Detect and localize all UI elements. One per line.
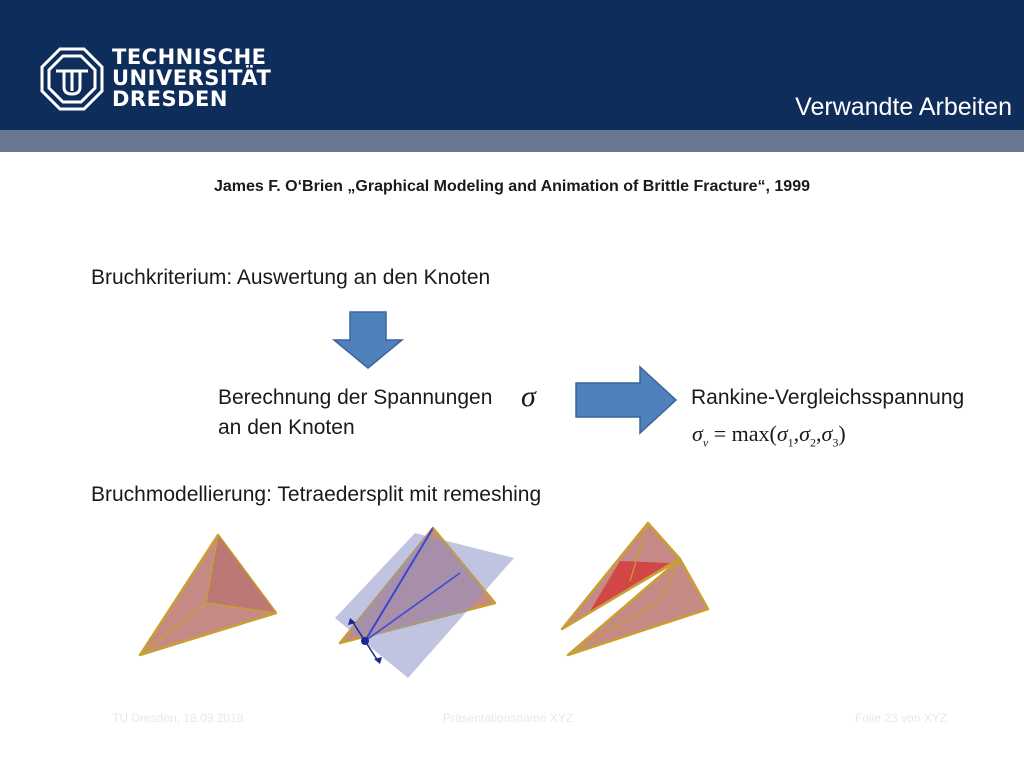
formula-close: )	[838, 421, 846, 446]
tetrahedron-split-image	[560, 521, 710, 659]
formula-sub-v: v	[702, 435, 709, 450]
footer-slide-number: Folie 23 von XYZ	[855, 711, 948, 725]
formula-sigma-2: σ	[799, 421, 811, 446]
university-name	[112, 47, 271, 110]
formula-eq-max: = max(	[708, 421, 777, 446]
formula-sub-3: 3	[832, 435, 839, 450]
formula-sub-2: 2	[810, 435, 817, 450]
formula-sigma-1: σ	[776, 421, 788, 446]
formula-comma-1: ,	[793, 421, 800, 446]
logo-line-2: UNIVERSITÄT	[112, 66, 272, 90]
modelling-text: Bruchmodellierung: Tetraedersplit mit remeshing	[91, 483, 542, 506]
footer-presentation-name: Präsentationsname XYZ	[443, 711, 574, 725]
logo-line-3: DRESDEN	[112, 87, 228, 111]
stress-calc-line-1: Berechnung der Spannungen	[218, 386, 493, 409]
header-stripe	[0, 130, 1024, 152]
right-arrow-icon	[575, 366, 677, 434]
sigma-symbol: σ	[521, 380, 536, 413]
rankine-label: Rankine-Vergleichsspannung	[691, 386, 965, 409]
formula-sigma: σ	[692, 421, 703, 446]
criterion-text: Bruchkriterium: Auswertung an den Knoten	[91, 266, 491, 289]
tu-dresden-logo-icon	[40, 47, 104, 111]
stress-calc-line-2: an den Knoten	[218, 416, 355, 439]
tetrahedron-image	[138, 533, 280, 657]
down-arrow-icon	[333, 311, 403, 369]
footer-date: TU Dresden, 18.09.2018	[112, 711, 244, 725]
formula-comma-2: ,	[816, 421, 822, 446]
formula-sigma-3: σ	[821, 421, 833, 446]
slide-title: Verwandte Arbeiten	[795, 93, 1012, 121]
citation: James F. O‘Brien „Graphical Modeling and Animation of Brittle Fracture“, 1999	[214, 178, 810, 195]
logo-line-1: TECHNISCHE	[112, 45, 267, 69]
rankine-formula	[692, 421, 846, 450]
formula-sub-1: 1	[787, 435, 794, 450]
tetrahedron-plane-image	[330, 523, 520, 681]
